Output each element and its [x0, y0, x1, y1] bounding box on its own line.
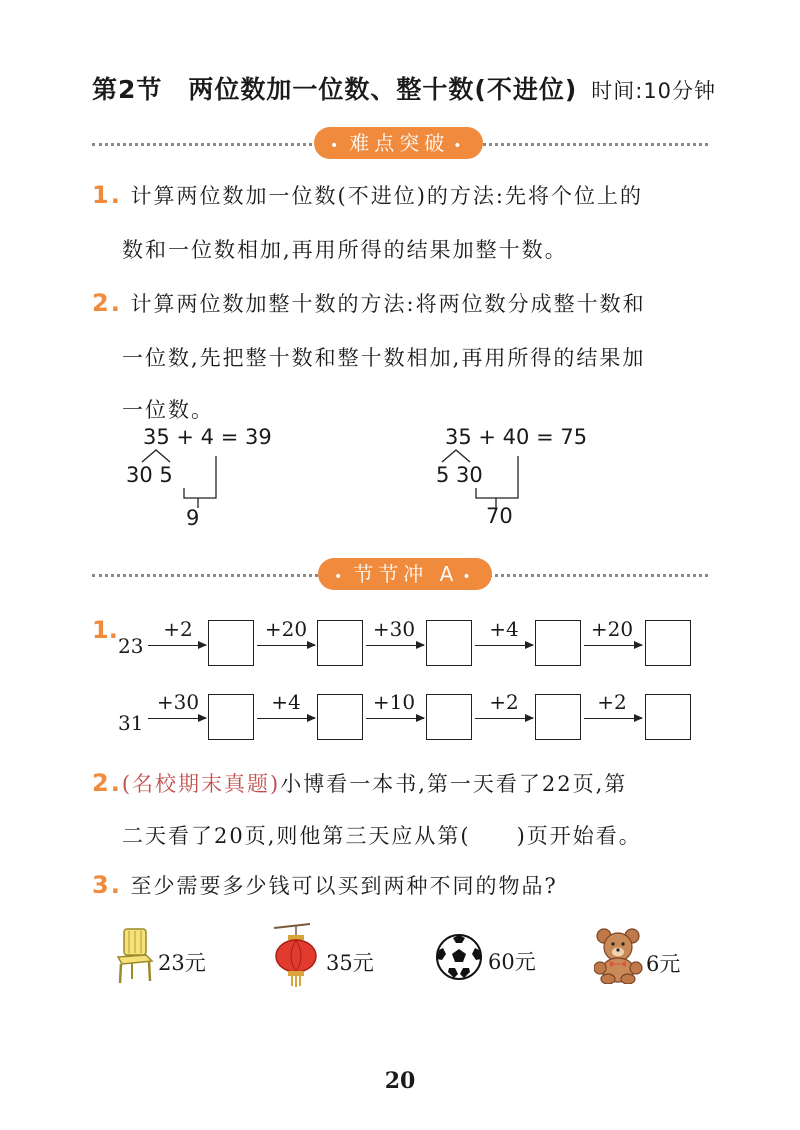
answer-box[interactable] [535, 694, 581, 740]
arrow-icon [257, 645, 315, 646]
chain-1-start: 23 [118, 634, 144, 658]
arrow-icon [257, 718, 315, 719]
answer-box[interactable] [645, 620, 691, 666]
method-2-line-1: 2. 计算两位数加整十数的方法:将两位数分成整十数和 [92, 289, 646, 317]
chain-2-op-3: +10 [372, 690, 416, 714]
item-price: 6元 [646, 952, 681, 976]
item-price: 35元 [326, 951, 374, 975]
question-2-line-2: 二天看了20页,则他第三天应从第( )页开始看。 [122, 824, 642, 848]
chain-2-op-5: +2 [597, 690, 627, 714]
answer-box[interactable] [426, 620, 472, 666]
arrow-icon [148, 645, 206, 646]
chain-1-op-1: +2 [163, 617, 193, 641]
section-title: 第2节 两位数加一位数、整十数(不进位) [92, 75, 578, 104]
method-1-line-2: 数和一位数相加,再用所得的结果加整十数。 [122, 238, 568, 262]
example-2-split: 5 30 [436, 463, 483, 487]
example-2-result: 70 [486, 504, 513, 528]
arrow-icon [148, 718, 206, 719]
method-2-line-2: 一位数,先把整十数和整十数相加,再用所得的结果加 [122, 346, 646, 370]
page-title [92, 70, 716, 106]
arrow-icon [584, 645, 642, 646]
chain-1-op-4: +4 [489, 617, 519, 641]
answer-box[interactable] [535, 620, 581, 666]
chain-1-op-2: +20 [264, 617, 308, 641]
source-tag: (名校期末真题) [121, 772, 281, 796]
time-limit: 时间:10分钟 [591, 79, 717, 103]
chain-2-op-1: +30 [156, 690, 200, 714]
question-3-text: 3. 至少需要多少钱可以买到两种不同的物品? [92, 871, 558, 899]
answer-box[interactable] [208, 620, 254, 666]
question-2-line-1: 2.(名校期末真题)小博看一本书,第一天看了22页,第 [92, 769, 628, 797]
answer-box[interactable] [317, 694, 363, 740]
answer-box[interactable] [208, 694, 254, 740]
chain-2-op-4: +2 [489, 690, 519, 714]
chain-1-op-3: +30 [372, 617, 416, 641]
teddy-bear-icon [594, 928, 644, 984]
answer-box[interactable] [426, 694, 472, 740]
arrow-icon [475, 645, 533, 646]
example-2-equation: 35 + 40 = 75 [445, 425, 588, 449]
item-price: 23元 [158, 951, 206, 975]
method-1-line-1: 1. 计算两位数加一位数(不进位)的方法:先将个位上的 [92, 181, 643, 209]
answer-box[interactable] [317, 620, 363, 666]
example-1-result: 9 [186, 506, 200, 530]
chair-icon [112, 925, 156, 985]
page-number: 20 [384, 1068, 416, 1094]
method-2-line-3: 一位数。 [122, 398, 214, 422]
section-badge-difficult: • 难点突破 • [314, 127, 483, 159]
chain-2-op-2: +4 [271, 690, 301, 714]
question-1-number: 1. [92, 616, 118, 644]
arrow-icon [475, 718, 533, 719]
example-1-split: 30 5 [126, 463, 173, 487]
item-price: 60元 [488, 950, 536, 974]
chain-2-start: 31 [118, 711, 144, 735]
soccer-ball-icon [434, 932, 484, 982]
chain-1-op-5: +20 [590, 617, 634, 641]
example-1-equation: 35 + 4 = 39 [143, 425, 272, 449]
section-badge-practice: • 节节冲 A • [318, 558, 492, 590]
arrow-icon [366, 645, 424, 646]
lantern-icon [270, 922, 326, 988]
answer-box[interactable] [645, 694, 691, 740]
arrow-icon [366, 718, 424, 719]
arrow-icon [584, 718, 642, 719]
